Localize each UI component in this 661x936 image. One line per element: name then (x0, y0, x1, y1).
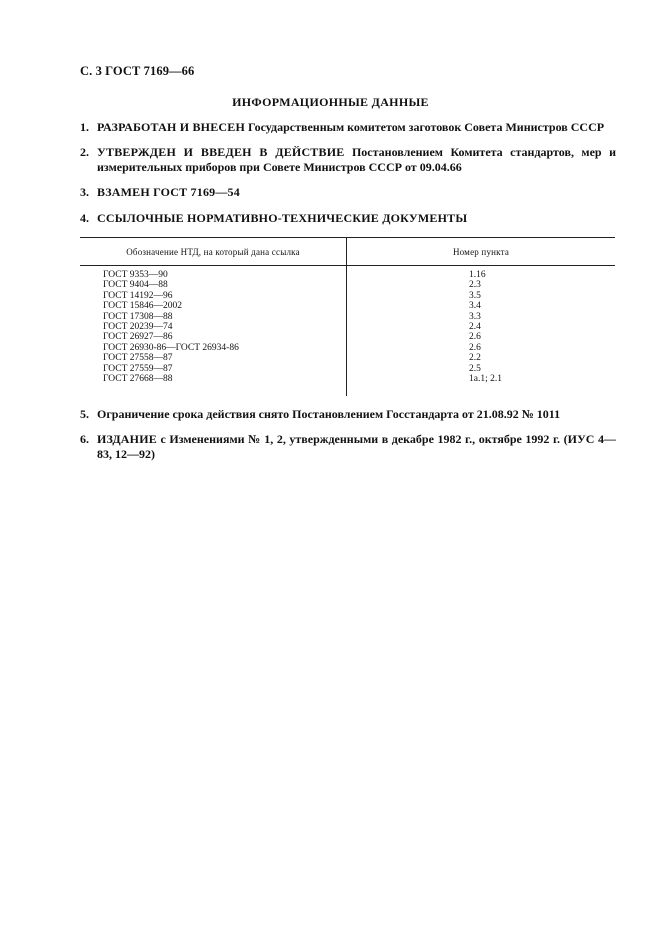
reference-table (80, 237, 615, 397)
table-column-clauses (469, 270, 502, 384)
info-item-2 (80, 145, 616, 175)
table-cell-doc: ГОСТ 14192—96 (103, 290, 173, 301)
table-cell-doc: ГОСТ 26930-86—ГОСТ 26934-86 (103, 342, 239, 353)
item-lead: ВЗАМЕН ГОСТ 7169—54 (97, 185, 240, 199)
table-cell-clause: 2.2 (469, 353, 481, 364)
table-top-rule (80, 237, 615, 238)
item-lead: ИЗДАНИЕ (97, 432, 157, 446)
info-item-1 (80, 120, 616, 135)
item-text (97, 145, 616, 175)
item-lead: УТВЕРЖДЕН И ВВЕДЕН В ДЕЙСТВИЕ (97, 145, 345, 159)
item-text (97, 185, 616, 200)
table-cell-clause: 3.5 (469, 290, 481, 301)
table-cell-clause: 2.5 (469, 363, 481, 374)
item-text (97, 432, 616, 462)
table-column-divider (346, 237, 347, 396)
item-text (97, 120, 616, 135)
item-number: 5. (80, 407, 89, 421)
item-number: 1. (80, 120, 89, 134)
item-lead: ССЫЛОЧНЫЕ НОРМАТИВНО-ТЕХНИЧЕСКИЕ ДОКУМЕНТЫ (97, 211, 468, 225)
info-item-3 (80, 185, 616, 200)
item-number: 4. (80, 211, 89, 225)
table-cell-doc: ГОСТ 27558—87 (103, 353, 173, 364)
table-cell-doc: ГОСТ 20239—74 (103, 322, 173, 333)
table-cell-clause: 2.4 (469, 322, 481, 333)
table-cell-clause: 2.6 (469, 332, 481, 343)
table-header-clause: Номер пункта (452, 247, 510, 257)
table-header-rule (80, 265, 615, 266)
page-header: С. 3 ГОСТ 7169—66 (80, 64, 195, 78)
table-header-document: Обозначение НТД, на который дана ссылка (126, 247, 300, 257)
table-cell-clause: 2.6 (469, 342, 481, 353)
item-text (97, 211, 616, 226)
table-cell-clause: 3.3 (469, 311, 481, 322)
table-cell-doc: ГОСТ 9353—90 (103, 270, 168, 280)
item-text (97, 407, 616, 422)
table-cell-clause: 1а.1; 2.1 (469, 374, 502, 385)
table-cell-doc: ГОСТ 27668—88 (103, 374, 173, 385)
item-number: 2. (80, 145, 89, 159)
table-column-documents (103, 270, 239, 384)
item-body: Государственным комитетом заготовок Совета Министров СССР (245, 120, 605, 134)
info-item-6 (80, 432, 616, 462)
table-cell-clause: 1.16 (469, 270, 486, 280)
table-cell-doc: ГОСТ 15846—2002 (103, 301, 182, 312)
table-cell-doc: ГОСТ 17308—88 (103, 311, 173, 322)
item-body: Ограничение срока действия снято Постановлением Госстандарта от 21.08.92 № 1011 (97, 407, 561, 421)
info-item-5 (80, 407, 616, 422)
section-title: ИНФОРМАЦИОННЫЕ ДАННЫЕ (232, 95, 429, 109)
item-number: 3. (80, 185, 89, 199)
item-number: 6. (80, 432, 89, 446)
item-body: Постановлением Комитета стандартов, мер и измерительных приборов при Совете Министров СССР от 09.04.66 (97, 145, 616, 174)
table-cell-clause: 3.4 (469, 301, 481, 312)
table-cell-doc: ГОСТ 26927—86 (103, 332, 173, 343)
table-cell-doc: ГОСТ 27559—87 (103, 363, 173, 374)
info-item-4 (80, 211, 616, 226)
table-cell-clause: 2.3 (469, 280, 481, 291)
table-cell-doc: ГОСТ 9404—88 (103, 280, 168, 291)
item-body: с Изменениями № 1, 2, утвержденными в декабре 1982 г., октябре 1992 г. (ИУС 4—83, 12—92) (97, 432, 616, 461)
item-lead: РАЗРАБОТАН И ВНЕСЕН (97, 120, 246, 134)
